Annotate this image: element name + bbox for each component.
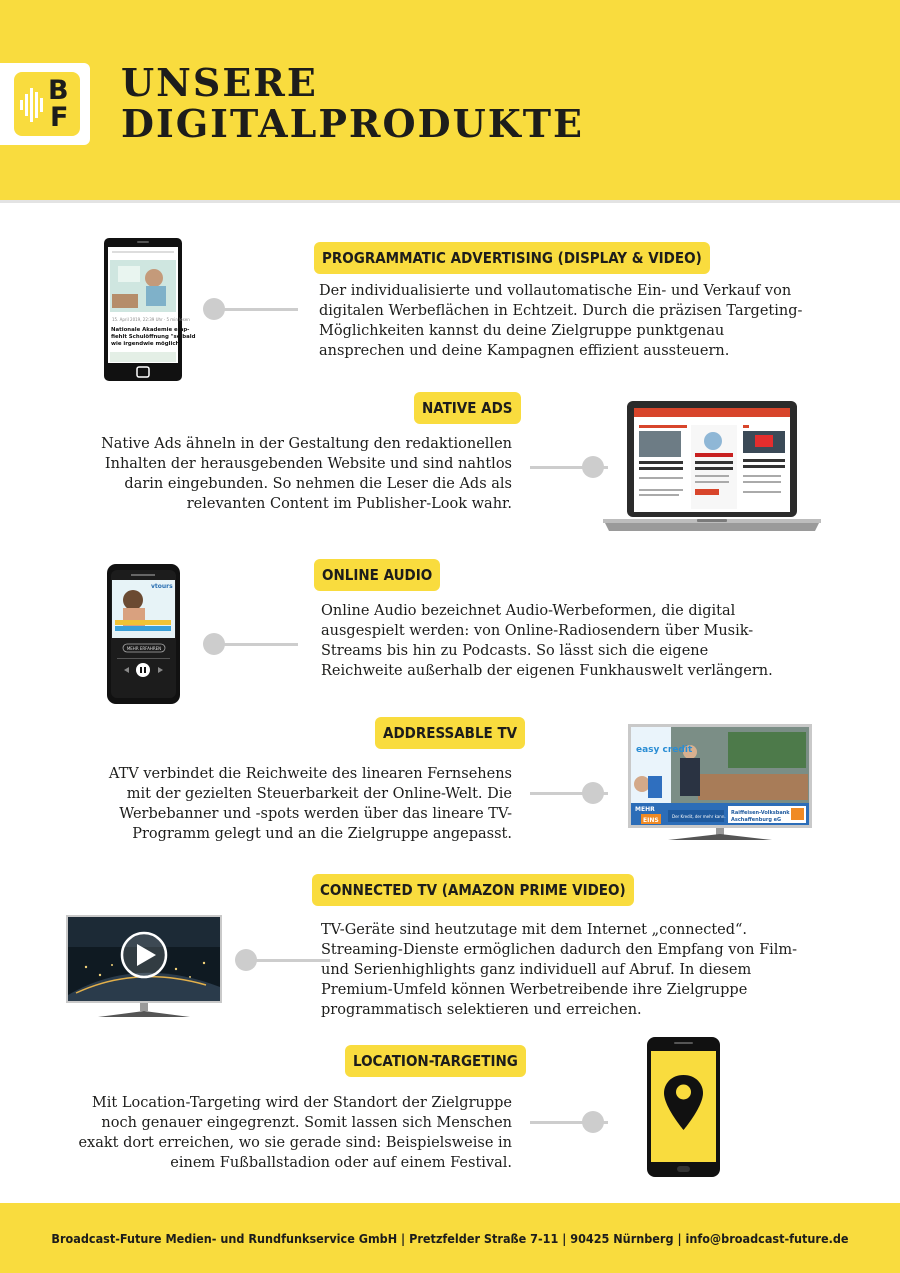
- screen-headline-line: fiehlt Schulöffnung "so bald: [111, 334, 196, 340]
- text-line: einem Fußballstadion oder auf einem Festival.: [170, 1155, 512, 1171]
- screen-brand: easy credit: [636, 745, 693, 755]
- section-title-online-audio: ONLINE AUDIO: [314, 559, 440, 591]
- text-line: Native Ads ähneln in der Gestaltung den redaktionellen: [101, 436, 512, 452]
- text-line: Möglichkeiten kannst du deine Zielgruppe punktgenau: [319, 323, 725, 339]
- text-line: und Serienhighlights ganz individuell auf Abruf. In diesem: [321, 962, 752, 978]
- connector: [530, 782, 625, 804]
- text-line: noch genauer eingegrenzt. Somit lassen sich Menschen: [101, 1115, 512, 1131]
- section-title-native-ads: NATIVE ADS: [414, 392, 521, 424]
- section-title-programmatic: PROGRAMMATIC ADVERTISING (DISPLAY & VIDEO): [314, 242, 710, 274]
- text-line: Inhalten der herausgebenden Website und sind nahtlos: [104, 456, 512, 472]
- connector: [203, 298, 298, 320]
- text-line: Streams bis hin zu Podcasts. So lässt sich die eigene: [321, 643, 709, 659]
- text-line: ausgespielt werden: von Online-Radiosendern über Musik-: [321, 623, 754, 639]
- screen-badge: MEHR: [635, 806, 655, 813]
- text-line: ATV verbindet die Reichweite des linearen Fernsehens: [108, 766, 512, 782]
- text-line: darin eingebunden. So nehmen die Leser die Ads als: [124, 476, 512, 492]
- text-line: exakt dort erreichen, wo sie gerade sind: Beispielsweise in: [78, 1135, 512, 1151]
- page-title-line-2: DIGITALPRODUKTE: [121, 101, 584, 146]
- section-text-native-ads: [101, 434, 512, 514]
- laptop-icon: [603, 401, 821, 533]
- screen-strip-text: Der Kredit, der mehr kann.: [672, 814, 726, 819]
- text-line: Der individualisierte und vollautomatische Ein- und Verkauf von: [319, 283, 792, 299]
- text-line: Streaming-Dienste ermöglichen dadurch den Empfang von Film-: [321, 942, 798, 958]
- text-line: programmatisch selektieren und erreichen.: [321, 1002, 642, 1018]
- screen-button: MEHR ERFAHREN: [126, 646, 162, 651]
- text-line: TV-Geräte sind heutzutage mit dem Internet „connected“.: [321, 922, 748, 938]
- connector: [235, 949, 330, 971]
- text-line: Werbebanner und -spots werden über das lineare TV-: [119, 806, 512, 822]
- text-line: Programm gelegt und an die Zielgruppe angepasst.: [132, 826, 512, 842]
- section-title-connected-tv: CONNECTED TV (AMAZON PRIME VIDEO): [312, 874, 634, 906]
- smartphone-icon: [107, 564, 180, 704]
- television-icon: [66, 915, 222, 1019]
- text-line: mit der gezielten Steuerbarkeit der Online-Welt. Die: [126, 786, 512, 802]
- text-line: ansprechen und deine Kampagnen effizient aussteuern.: [319, 343, 730, 359]
- smartphone-icon: [104, 238, 196, 381]
- soundwave-icon: [20, 86, 46, 124]
- text-line: relevanten Content im Publisher-Look wahr.: [186, 496, 512, 512]
- logo-badge: [14, 72, 80, 136]
- screen-badge: EINS: [643, 817, 659, 824]
- header: [0, 0, 900, 200]
- television-icon: [628, 724, 812, 842]
- text-line: Online Audio bezeichnet Audio-Werbeformen, die digital: [321, 603, 736, 619]
- text-line: Mit Location-Targeting wird der Standort der Zielgruppe: [91, 1095, 512, 1111]
- screen-bank-name: Raiffeisen-Volksbank: [731, 810, 790, 816]
- section-text-location-targeting: [78, 1093, 512, 1173]
- logo-letter-f: F: [50, 102, 69, 133]
- section-title-location-targeting: LOCATION-TARGETING: [345, 1045, 526, 1077]
- footer: [0, 1203, 900, 1273]
- page-title-line-1: UNSERE: [121, 60, 318, 105]
- screen-brand: vtours: [151, 583, 173, 590]
- logo-letter-b: B: [48, 75, 69, 106]
- text-line: Premium-Umfeld können Werbetreibende ihre Zielgruppe: [321, 982, 748, 998]
- screen-headline-line: wie irgendwie möglich": [111, 341, 183, 347]
- screen-bank-name: Aschaffenburg eG: [731, 817, 782, 823]
- screen-headline-line: Nationale Akademie emp-: [111, 327, 190, 333]
- footer-contact: Broadcast-Future Medien- und Rundfunkservice GmbH | Pretzfelder Straße 7-11 | 90425 Nürnberg | info@broadcast-future.de: [51, 1231, 849, 1246]
- screen-date: 15. April 2019, 22:39 Uhr · 5 min lesen: [112, 317, 190, 322]
- header-divider: [0, 200, 900, 203]
- section-text-programmatic: [319, 281, 802, 361]
- logo: [0, 63, 90, 145]
- page-title: [121, 62, 584, 144]
- smartphone-icon: [647, 1037, 720, 1177]
- connector: [530, 1111, 625, 1133]
- section-title-addressable-tv: ADDRESSABLE TV: [375, 717, 525, 749]
- text-line: Reichweite außerhalb der eigenen Funkhauswelt verlängern.: [321, 663, 773, 679]
- section-text-connected-tv: [321, 920, 797, 1020]
- section-text-addressable-tv: [109, 764, 512, 844]
- connector: [203, 633, 298, 655]
- text-line: digitalen Werbeflächen in Echtzeit. Durch die präzisen Targeting-: [319, 303, 803, 319]
- section-text-online-audio: [321, 601, 773, 681]
